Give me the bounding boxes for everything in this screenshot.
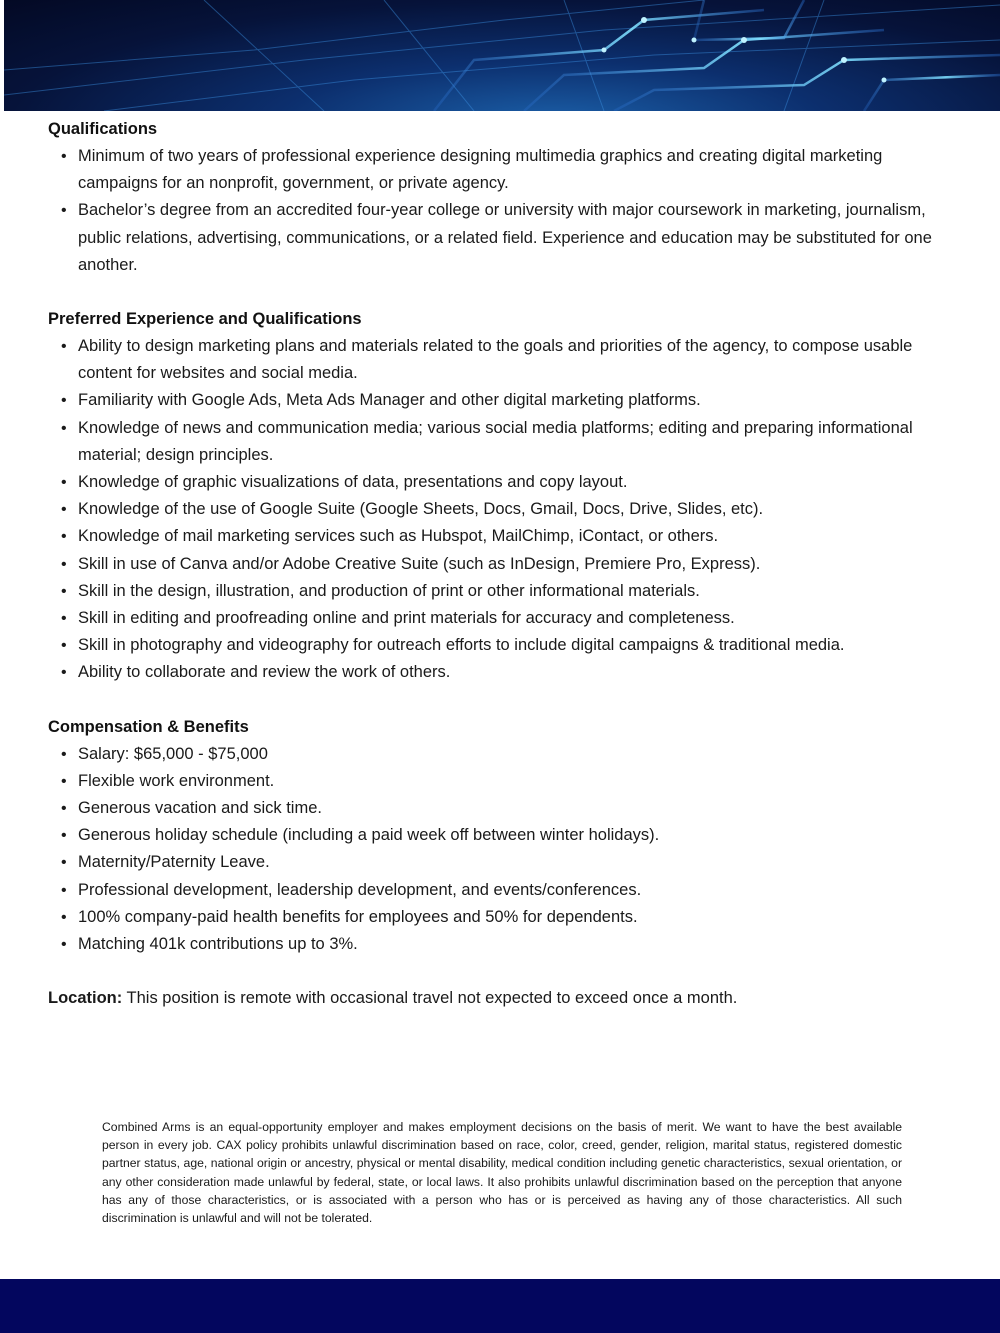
list-item: • Matching 401k contributions up to 3%. xyxy=(78,931,958,958)
compensation-heading: Compensation & Benefits xyxy=(48,717,249,736)
list-item: • Familiarity with Google Ads, Meta Ads Manager and other digital marketing platforms. xyxy=(78,387,958,414)
list-item: • Knowledge of news and communication media; various social media platforms; editing and preparing informational material; design principles. xyxy=(78,415,958,469)
list-item: • Flexible work environment. xyxy=(78,768,958,795)
list-item: • Minimum of two years of professional experience designing multimedia graphics and creating digital marketing campaigns for an nonprofit, government, or private agency. xyxy=(78,143,958,197)
compensation-list xyxy=(48,741,958,959)
preferred-list xyxy=(48,333,958,687)
list-item: • 100% company-paid health benefits for employees and 50% for dependents. xyxy=(78,904,958,931)
qualifications-heading: Qualifications xyxy=(48,120,158,138)
header-banner-image xyxy=(4,0,1000,111)
list-item: • Bachelor’s degree from an accredited four-year college or university with major coursework in marketing, journalism, public relations, advertising, communications, or a related field. Experience and education may be substituted for one another. xyxy=(78,197,958,279)
list-item: • Professional development, leadership development, and events/conferences. xyxy=(78,877,958,904)
location-label: Location: xyxy=(48,989,123,1008)
job-description-body xyxy=(48,116,958,1012)
eeo-disclaimer: Combined Arms is an equal-opportunity employer and makes employment decisions on the basis of merit. We want to have the best available person in every job. CAX policy prohibits unlawful discrimination based on race, color, creed, gender, religion, marital status, registered domestic partner status, age, national origin or ancestry, physical or mental disability, medical condition including genetic characteristics, sexual orientation, or any other consideration made unlawful by federal, state, or local laws. It also prohibits unlawful discrimination based on the perception that anyone has any of those characteristics, or is associated with a person who has or is perceived as having any of those characteristics. All such discrimination is unlawful and will not be tolerated. xyxy=(102,1120,902,1226)
preferred-heading: Preferred Experience and Qualifications xyxy=(48,310,362,329)
list-item: • Generous holiday schedule (including a paid week off between winter holidays). xyxy=(78,822,958,849)
list-item: • Skill in editing and proofreading online and print materials for accuracy and completeness. xyxy=(78,605,958,632)
list-item: • Ability to design marketing plans and materials related to the goals and priorities of the agency, to compose usable content for websites and social media. xyxy=(78,333,958,387)
list-item: • Generous vacation and sick time. xyxy=(78,795,958,822)
qualifications-list xyxy=(48,143,958,279)
list-item: • Skill in the design, illustration, and production of print or other informational materials. xyxy=(78,578,958,605)
list-item: • Salary: $65,000 - $75,000 xyxy=(78,741,958,768)
list-item: • Skill in photography and videography for outreach efforts to include digital campaigns & traditional media. xyxy=(78,632,958,659)
location-line xyxy=(48,985,958,1012)
location-text: This position is remote with occasional travel not expected to exceed once a month. xyxy=(122,989,738,1008)
footer-bar xyxy=(0,1279,1000,1333)
list-item: • Knowledge of graphic visualizations of data, presentations and copy layout. xyxy=(78,469,958,496)
list-item: • Skill in use of Canva and/or Adobe Creative Suite (such as InDesign, Premiere Pro, Express). xyxy=(78,551,958,578)
list-item: • Knowledge of the use of Google Suite (Google Sheets, Docs, Gmail, Docs, Drive, Slides, etc). xyxy=(78,496,958,523)
list-item: • Maternity/Paternity Leave. xyxy=(78,849,958,876)
circuit-lines-graphic xyxy=(4,0,1000,111)
list-item: • Knowledge of mail marketing services such as Hubspot, MailChimp, iContact, or others. xyxy=(78,523,958,550)
list-item: • Ability to collaborate and review the work of others. xyxy=(78,659,958,686)
